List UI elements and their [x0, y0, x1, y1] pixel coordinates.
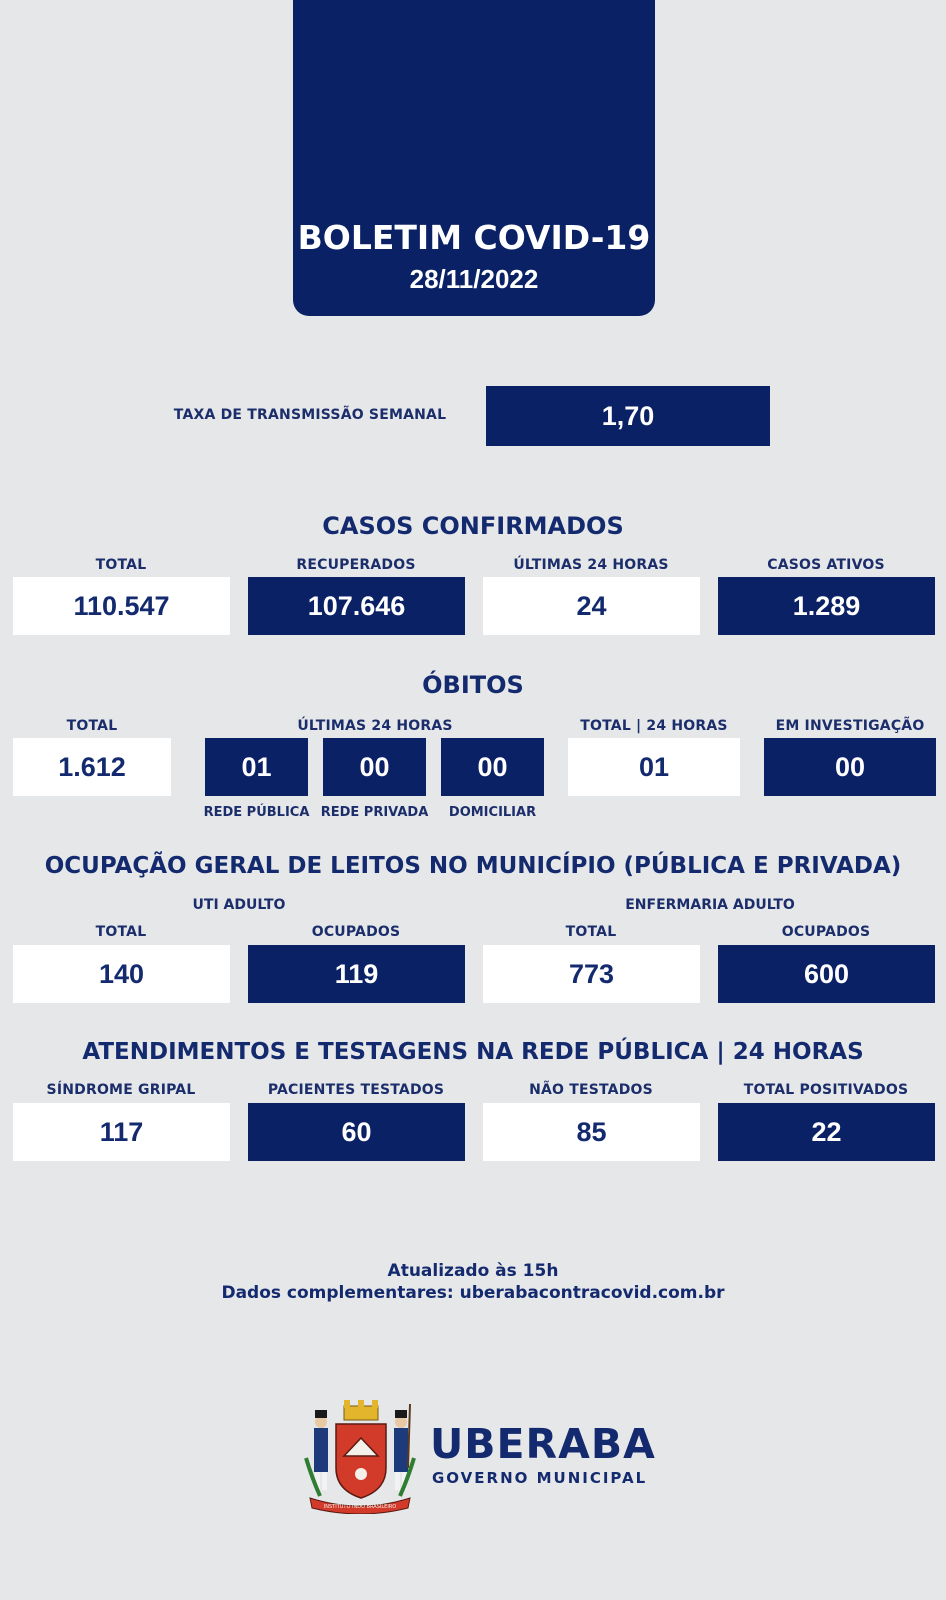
complementary-data-text: Dados complementares: uberabacontracovid.com.br	[221, 1283, 725, 1303]
ward-total-value: 773	[483, 945, 700, 1003]
deaths-24h-label: ÚLTIMAS 24 HORAS	[297, 718, 453, 734]
confirmed-cases-title: CASOS CONFIRMADOS	[322, 512, 624, 540]
deaths-total-label: TOTAL	[66, 718, 118, 734]
active-cases-value: 1.289	[718, 577, 935, 635]
deaths-title: ÓBITOS	[422, 671, 524, 699]
deaths-public-sublabel: REDE PÚBLICA	[203, 805, 310, 820]
total-positive-label: TOTAL POSITIVADOS	[743, 1082, 909, 1098]
svg-text:INSTITUTO INDO BRASILEIRO: INSTITUTO INDO BRASILEIRO	[323, 1504, 397, 1510]
beds-title: OCUPAÇÃO GERAL DE LEITOS NO MUNICÍPIO (PÚBLICA E PRIVADA)	[44, 853, 902, 879]
deaths-public-value: 01	[205, 738, 308, 796]
deaths-total-value: 1.612	[13, 738, 171, 796]
uti-occupied-label: OCUPADOS	[311, 924, 401, 940]
deaths-home-value: 00	[441, 738, 544, 796]
confirmed-24h-label: ÚLTIMAS 24 HORAS	[513, 557, 669, 573]
uti-total-label: TOTAL	[95, 924, 147, 940]
deaths-investigation-value: 00	[764, 738, 936, 796]
recovered-value: 107.646	[248, 577, 465, 635]
tested-patients-label: PACIENTES TESTADOS	[267, 1082, 445, 1098]
updated-text: Atualizado às 15h	[387, 1261, 559, 1281]
deaths-investigation-label: EM INVESTIGAÇÃO	[775, 718, 925, 734]
deaths-total24-label: TOTAL | 24 HORAS	[580, 718, 728, 734]
uti-label: UTI ADULTO	[192, 897, 286, 913]
deaths-home-sublabel: DOMICILIAR	[448, 805, 537, 820]
care-testing-title: ATENDIMENTOS E TESTAGENS NA REDE PÚBLICA | 24 HORAS	[82, 1039, 864, 1065]
coat-of-arms-icon	[300, 1398, 420, 1514]
confirmed-24h-value: 24	[483, 577, 700, 635]
ward-occupied-label: OCUPADOS	[781, 924, 871, 940]
deaths-private-sublabel: REDE PRIVADA	[320, 805, 429, 820]
deaths-total24-value: 01	[568, 738, 740, 796]
logo-subtitle: GOVERNO MUNICIPAL	[432, 1469, 648, 1487]
flu-syndrome-value: 117	[13, 1103, 230, 1161]
flu-syndrome-label: SÍNDROME GRIPAL	[46, 1082, 196, 1098]
total-positive-value: 22	[718, 1103, 935, 1161]
ward-total-label: TOTAL	[565, 924, 617, 940]
transmission-rate-label: TAXA DE TRANSMISSÃO SEMANAL	[173, 407, 447, 423]
ward-label: ENFERMARIA ADULTO	[625, 897, 795, 913]
ward-occupied-value: 600	[718, 945, 935, 1003]
active-cases-label: CASOS ATIVOS	[767, 557, 885, 573]
bulletin-date: 28/11/2022	[409, 264, 539, 294]
confirmed-total-value: 110.547	[13, 577, 230, 635]
not-tested-label: NÃO TESTADOS	[529, 1082, 653, 1098]
uti-total-value: 140	[13, 945, 230, 1003]
transmission-rate-value: 1,70	[486, 386, 770, 446]
not-tested-value: 85	[483, 1103, 700, 1161]
page-title: BOLETIM COVID-19	[297, 218, 651, 257]
uti-occupied-value: 119	[248, 945, 465, 1003]
logo-name: UBERABA	[430, 1420, 656, 1468]
confirmed-recovered-label: RECUPERADOS	[296, 557, 416, 573]
tested-patients-value: 60	[248, 1103, 465, 1161]
deaths-private-value: 00	[323, 738, 426, 796]
confirmed-total-label: TOTAL	[95, 557, 147, 573]
